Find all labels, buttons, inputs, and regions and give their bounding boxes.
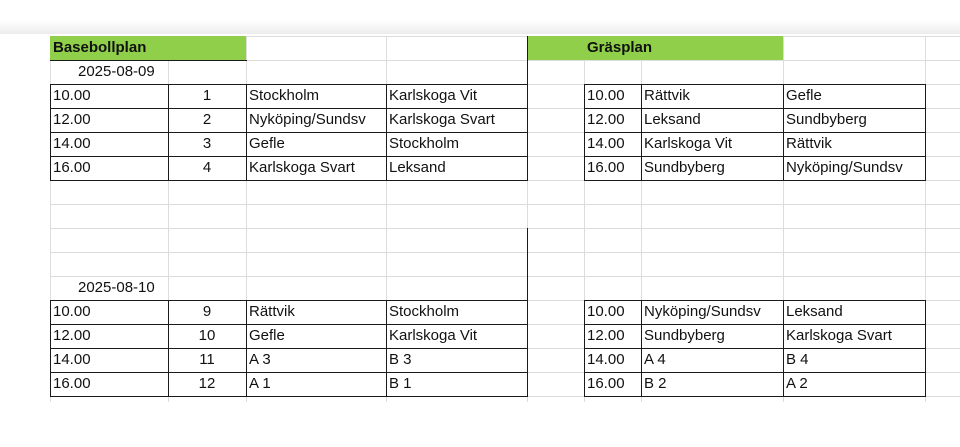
game-number[interactable]: 11 <box>199 351 215 368</box>
gridline-row <box>50 228 960 229</box>
game-home-team[interactable]: Nyköping/Sundsv <box>249 111 366 128</box>
grasplan-home-team[interactable]: Sundbyberg <box>644 159 725 176</box>
game-home-team[interactable]: Rättvik <box>249 303 295 320</box>
grasplan-time[interactable]: 14.00 <box>587 351 625 368</box>
game-away-team[interactable]: Leksand <box>389 159 446 176</box>
game-away-team[interactable]: B 1 <box>389 375 412 392</box>
table-border <box>527 36 528 85</box>
table-border <box>584 324 926 325</box>
table-border <box>584 84 926 85</box>
grasplan-away-team[interactable]: B 4 <box>786 351 809 368</box>
game-away-team[interactable]: Karlskoga Vit <box>389 327 478 344</box>
table-border <box>50 300 528 301</box>
game-time[interactable]: 12.00 <box>53 327 91 344</box>
grasplan-away-team[interactable]: Nyköping/Sundsv <box>786 159 903 176</box>
game-number[interactable]: 10 <box>198 327 216 344</box>
table-border <box>50 324 528 325</box>
game-home-team[interactable]: A 1 <box>249 375 271 392</box>
table-border <box>584 372 926 373</box>
game-number[interactable]: 9 <box>202 303 212 320</box>
grasplan-home-team[interactable]: Rättvik <box>644 87 690 104</box>
game-number[interactable]: 1 <box>202 87 212 104</box>
grasplan-time[interactable]: 16.00 <box>587 159 625 176</box>
game-time[interactable]: 16.00 <box>53 159 91 176</box>
table-border <box>168 84 169 181</box>
game-home-team[interactable]: A 3 <box>249 351 271 368</box>
table-border <box>584 156 926 157</box>
grasplan-home-team[interactable]: B 2 <box>644 375 667 392</box>
game-time[interactable]: 14.00 <box>53 135 91 152</box>
game-away-team[interactable]: Stockholm <box>389 303 460 320</box>
table-border <box>527 228 528 301</box>
table-border <box>925 84 926 181</box>
table-border <box>50 132 528 133</box>
table-border <box>783 300 784 397</box>
table-border <box>584 300 585 397</box>
table-border <box>50 180 528 181</box>
grasplan-time[interactable]: 10.00 <box>587 87 625 104</box>
game-home-team[interactable]: Gefle <box>249 327 285 344</box>
table-border <box>584 180 926 181</box>
game-number[interactable]: 12 <box>198 375 216 392</box>
game-away-team[interactable]: Karlskoga Vit <box>389 87 478 104</box>
table-border <box>584 84 585 181</box>
game-number[interactable]: 3 <box>202 135 212 152</box>
grasplan-home-team[interactable]: Karlskoga Vit <box>644 135 733 152</box>
table-border <box>168 300 169 397</box>
grasplan-time[interactable]: 12.00 <box>587 111 625 128</box>
date-day1[interactable]: 2025-08-09 <box>78 63 155 80</box>
game-time[interactable]: 10.00 <box>53 303 91 320</box>
table-border <box>50 396 528 397</box>
table-border <box>50 84 51 181</box>
game-time[interactable]: 12.00 <box>53 111 91 128</box>
table-border <box>50 300 51 397</box>
grasplan-time[interactable]: 14.00 <box>587 135 625 152</box>
table-border <box>386 84 387 181</box>
grasplan-away-team[interactable]: A 2 <box>786 375 808 392</box>
table-border <box>925 300 926 397</box>
table-border <box>584 396 926 397</box>
title-basebollplan[interactable]: Basebollplan <box>53 39 147 56</box>
table-border <box>50 372 528 373</box>
table-border <box>246 84 247 181</box>
game-away-team[interactable]: Stockholm <box>389 135 460 152</box>
game-number[interactable]: 2 <box>202 111 212 128</box>
table-border <box>386 300 387 397</box>
table-border <box>50 348 528 349</box>
grasplan-home-team[interactable]: Leksand <box>644 111 701 128</box>
grasplan-home-team[interactable]: Nyköping/Sundsv <box>644 303 761 320</box>
table-border <box>584 348 926 349</box>
date-day2[interactable]: 2025-08-10 <box>78 279 155 296</box>
grasplan-time[interactable]: 10.00 <box>587 303 625 320</box>
table-border <box>584 108 926 109</box>
grasplan-home-team[interactable]: Sundbyberg <box>644 327 725 344</box>
game-number[interactable]: 4 <box>202 159 212 176</box>
table-border <box>584 132 926 133</box>
grasplan-away-team[interactable]: Rättvik <box>786 135 832 152</box>
game-time[interactable]: 10.00 <box>53 87 91 104</box>
table-border <box>527 300 528 397</box>
game-time[interactable]: 14.00 <box>53 351 91 368</box>
grasplan-away-team[interactable]: Sundbyberg <box>786 111 867 128</box>
game-home-team[interactable]: Gefle <box>249 135 285 152</box>
grasplan-time[interactable]: 12.00 <box>587 327 625 344</box>
game-home-team[interactable]: Stockholm <box>249 87 320 104</box>
title-grasplan[interactable]: Gräsplan <box>587 39 653 56</box>
table-border <box>50 84 528 85</box>
game-away-team[interactable]: B 3 <box>389 351 412 368</box>
game-away-team[interactable]: Karlskoga Svart <box>389 111 495 128</box>
game-home-team[interactable]: Karlskoga Svart <box>249 159 355 176</box>
table-border <box>641 84 642 181</box>
table-border <box>584 300 926 301</box>
gridline-row <box>50 204 960 205</box>
grasplan-away-team[interactable]: Gefle <box>786 87 822 104</box>
table-border <box>50 108 528 109</box>
grasplan-away-team[interactable]: Leksand <box>786 303 843 320</box>
gridline-row <box>50 252 960 253</box>
table-border <box>527 84 528 181</box>
table-border <box>50 156 528 157</box>
grasplan-time[interactable]: 16.00 <box>587 375 625 392</box>
table-border <box>246 300 247 397</box>
table-border <box>783 84 784 181</box>
game-time[interactable]: 16.00 <box>53 375 91 392</box>
grasplan-home-team[interactable]: A 4 <box>644 351 666 368</box>
grasplan-away-team[interactable]: Karlskoga Svart <box>786 327 892 344</box>
table-border <box>641 300 642 397</box>
table-border <box>50 60 247 61</box>
